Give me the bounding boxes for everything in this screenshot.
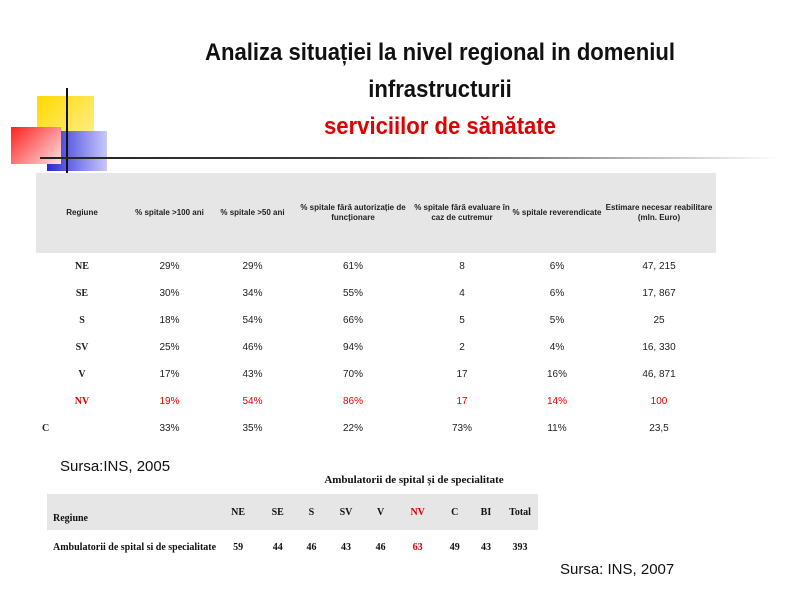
decor-vertical-line <box>66 88 68 176</box>
table-cell: 6% <box>549 261 565 272</box>
table-cell: 43 <box>341 541 352 553</box>
table-cell: 22% <box>342 423 363 434</box>
table-cell: 14% <box>546 396 567 407</box>
table-cell: 29% <box>242 261 263 272</box>
table-header-row <box>47 494 538 530</box>
table-cell: 35% <box>242 423 263 434</box>
table-cell: 5% <box>549 315 565 326</box>
header-cell: Estimare necesar reabilitare (mln. Euro) <box>605 203 713 222</box>
row-label: Ambulatorii de spital si de specialitate <box>53 541 217 553</box>
table-cell: 49 <box>449 541 460 553</box>
table-cell: 393 <box>512 541 528 553</box>
table-cell: 94% <box>342 342 363 353</box>
source-note-2005: Sursa:INS, 2005 <box>60 458 171 475</box>
table-row <box>36 334 716 361</box>
table-cell: 11% <box>547 423 567 434</box>
table-cell: 19% <box>159 396 180 407</box>
table-cell: 61% <box>342 261 363 272</box>
table-row <box>36 415 716 442</box>
region-cell: S <box>79 315 85 326</box>
slide-title-line1: Analiza situației la nivel regional in domeniul <box>205 39 675 66</box>
region-cell: V <box>78 369 86 380</box>
header-cell: V <box>376 506 385 518</box>
table-cell: 6% <box>549 288 565 299</box>
table-cell: 43 <box>480 541 491 553</box>
header-cell: % spitale fără autorizație de funcționare <box>300 203 406 222</box>
regional-hospital-table <box>36 173 716 442</box>
header-cell: SE <box>271 506 284 518</box>
header-cell: BI <box>480 506 492 518</box>
table-cell: 18% <box>159 315 180 326</box>
header-cell: C <box>451 506 459 518</box>
table-cell: 55% <box>342 288 363 299</box>
table-cell: 16, 330 <box>642 342 676 353</box>
table-header-row <box>36 173 716 253</box>
table-cell: 44 <box>272 541 283 553</box>
table-cell: 70% <box>342 369 363 380</box>
header-cell: Total <box>509 506 531 518</box>
table-row-highlighted <box>36 388 716 415</box>
header-cell: % spitale reverendicate <box>512 208 602 217</box>
table-cell: 59 <box>233 541 244 553</box>
ambulatory-table <box>47 494 538 564</box>
table-cell: 17 <box>456 369 468 380</box>
table-row <box>36 307 716 334</box>
region-cell: NE <box>75 261 89 272</box>
region-cell: NV <box>74 396 90 407</box>
table-cell: 29% <box>159 261 180 272</box>
table-cell: 47, 215 <box>642 261 676 272</box>
table-cell: 30% <box>159 288 180 299</box>
table-cell: 33% <box>159 423 180 434</box>
table-cell: 46% <box>242 342 263 353</box>
table-cell: 73% <box>451 423 472 434</box>
table-cell: 4% <box>549 342 565 353</box>
table-cell: 5 <box>459 315 465 326</box>
table-row <box>47 530 538 564</box>
title-underline <box>40 157 780 159</box>
table-cell: 4 <box>459 288 465 299</box>
table-cell: 16% <box>546 369 567 380</box>
table-cell: 63 <box>412 541 423 553</box>
table-cell: 17% <box>159 369 180 380</box>
header-cell: % spitale >100 ani <box>135 208 204 217</box>
region-cell: SV <box>75 342 89 353</box>
table-cell: 2 <box>459 342 465 353</box>
region-cell: C <box>42 423 50 434</box>
region-cell: SE <box>75 288 89 299</box>
table-cell: 86% <box>342 396 363 407</box>
table-cell: 46, 871 <box>642 369 676 380</box>
source-note-2007: Sursa: INS, 2007 <box>560 561 675 578</box>
table-cell: 54% <box>242 396 263 407</box>
table-cell: 54% <box>242 315 263 326</box>
table-cell: 25% <box>159 342 180 353</box>
table-cell: 8 <box>459 261 465 272</box>
header-cell: Regiune <box>66 208 98 217</box>
header-cell: % spitale fără evaluare în caz de cutremur <box>414 203 510 222</box>
table-cell: 23,5 <box>649 423 669 434</box>
ambulatory-table-title: Ambulatorii de spital și de specialitate <box>324 474 504 486</box>
table-cell: 46 <box>375 541 386 553</box>
header-cell: Regiune <box>53 512 88 524</box>
header-cell: NE <box>231 506 246 518</box>
slide-title-line3: serviciilor de sănătate <box>324 113 556 140</box>
header-cell: SV <box>339 506 353 518</box>
table-cell: 17 <box>456 396 468 407</box>
table-cell: 46 <box>306 541 317 553</box>
table-row <box>36 361 716 388</box>
slide-title-line2: infrastructurii <box>368 76 512 103</box>
table-row <box>36 280 716 307</box>
header-cell: S <box>308 506 315 518</box>
table-cell: 17, 867 <box>642 288 676 299</box>
header-cell: % spitale >50 ani <box>220 208 285 217</box>
table-cell: 34% <box>242 288 263 299</box>
header-cell: NV <box>410 506 425 518</box>
table-row <box>36 253 716 280</box>
table-cell: 43% <box>242 369 263 380</box>
table-cell: 66% <box>342 315 363 326</box>
table-cell: 100 <box>650 396 668 407</box>
table-cell: 25 <box>653 315 665 326</box>
